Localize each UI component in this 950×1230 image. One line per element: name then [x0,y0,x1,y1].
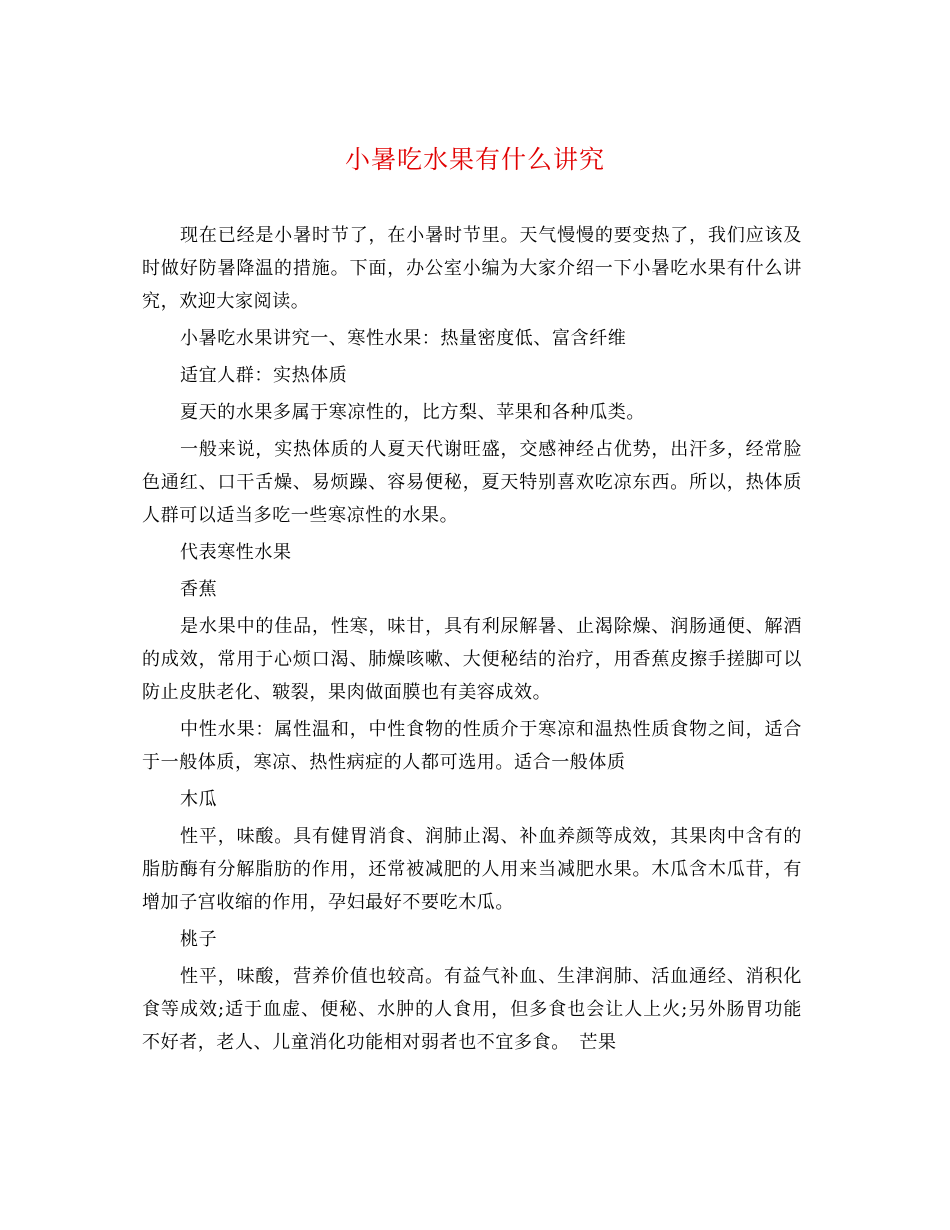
paragraph-summer-fruits: 夏天的水果多属于寒凉性的，比方梨、苹果和各种瓜类。 [180,402,645,423]
paragraph-papaya-heading: 木瓜 [180,789,218,810]
paragraph-heat-constitution: 一般来说，实热体质的人夏天代谢旺盛，交感神经占优势，出汗多，经常脸色通红、口干舌燥、易烦躁、容易便秘，夏天特别喜欢吃凉东西。所以，热体质人群可以适当多吃一些寒凉性的水果。 [142,439,802,526]
paragraph-representative-cold-fruit: 代表寒性水果 [180,542,292,563]
paragraph-intro: 现在已经是小暑时节了，在小暑时节里。天气慢慢的要变热了，我们应该及时做好防暑降温的措施。下面，办公室小编为大家介绍一下小暑吃水果有什么讲究，欢迎大家阅读。 [142,225,802,312]
paragraph-peach-body: 性平，味酸，营养价值也较高。有益气补血、生津润肺、活血通经、消积化食等成效;适于血虚、便秘、水肿的人食用，但多食也会让人上火;另外肠胃功能不好者，老人、儿童消化功能相对弱者也不宜多食。 芒果 [142,966,802,1053]
paragraph-banana-body: 是水果中的佳品，性寒，味甘，具有利尿解暑、止渴除燥、润肠通便、解酒的成效，常用于心烦口渴、肺燥咳嗽、大便秘结的治疗，用香蕉皮擦手搓脚可以防止皮肤老化、皲裂，果肉做面膜也有美容成效。 [142,616,802,703]
paragraph-banana-heading: 香蕉 [180,579,218,600]
paragraph-cold-fruit-heading: 小暑吃水果讲究一、寒性水果：热量密度低、富含纤维 [180,328,627,349]
paragraph-papaya-body: 性平，味酸。具有健胃消食、润肺止渴、补血养颜等成效，其果肉中含有的脂肪酶有分解脂肪的作用，还常被减肥的人用来当减肥水果。木瓜含木瓜苷，有增加子宫收缩的作用，孕妇最好不要吃木瓜。 [142,826,802,913]
document-title: 小暑吃水果有什么讲究 [344,145,605,174]
document-body [142,219,802,1063]
paragraph-neutral-fruit: 中性水果：属性温和，中性食物的性质介于寒凉和温热性质食物之间，适合于一般体质，寒凉、热性病症的人都可选用。适合一般体质 [142,719,802,773]
paragraph-peach-heading: 桃子 [180,929,218,950]
paragraph-suitable-group: 适宜人群：实热体质 [180,365,348,386]
